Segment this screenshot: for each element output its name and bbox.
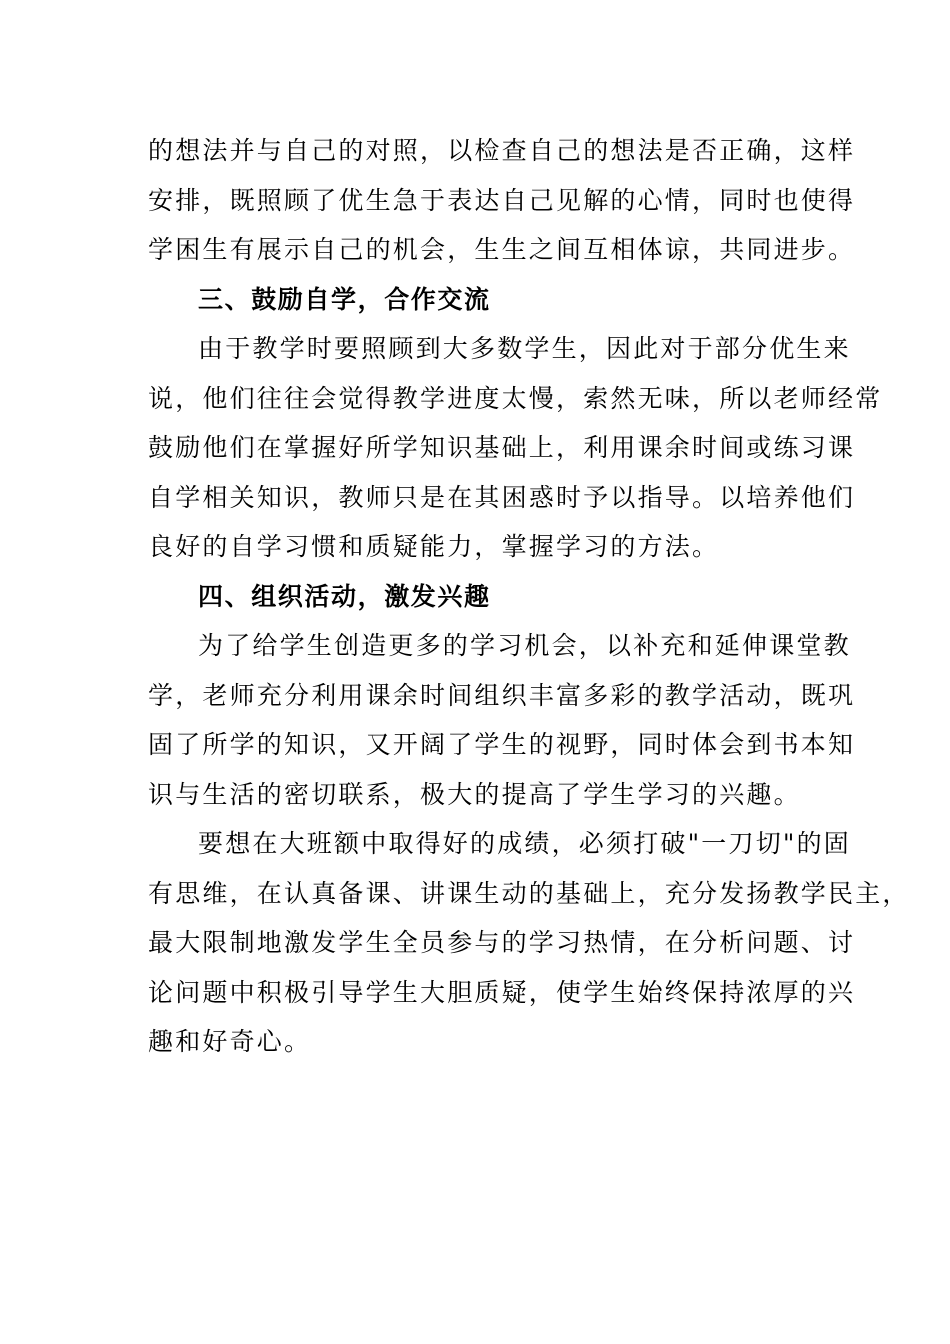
paragraph-line: 学困生有展示自己的机会，生生之间互相体谅，共同进步。 <box>148 235 856 264</box>
paragraph-line: 安排，既照顾了优生急于表达自己见解的心情，同时也使得 <box>148 185 856 215</box>
paragraph-line: 自学相关知识，教师只是在其困惑时予以指导。以培养他们 <box>148 482 856 512</box>
paragraph-line: 最大限制地激发学生全员参与的学习热情，在分析问题、讨 <box>148 928 856 957</box>
paragraph-line: 鼓励他们在掌握好所学知识基础上，利用课余时间或练习课 <box>148 433 856 462</box>
paragraph-line: 要想在大班额中取得好的成绩，必须打破"一刀切"的固 <box>198 829 852 858</box>
paragraph-line: 良好的自学习惯和质疑能力，掌握学习的方法。 <box>148 532 720 561</box>
paragraph-line: 论问题中积极引导学生大胆质疑，使学生始终保持浓厚的兴 <box>148 977 856 1007</box>
paragraph-line: 由于教学时要照顾到大多数学生，因此对于部分优生来 <box>198 334 851 363</box>
paragraph-line: 固了所学的知识，又开阔了学生的视野，同时体会到书本知 <box>148 730 856 759</box>
paragraph-line: 有思维，在认真备课、讲课生动的基础上，充分发扬教学民主， <box>148 878 910 908</box>
section-heading-3: 三、鼓励自学，合作交流 <box>198 284 491 314</box>
paragraph-line: 识与生活的密切联系，极大的提高了学生学习的兴趣。 <box>148 779 801 809</box>
paragraph-line: 为了给学生创造更多的学习机会，以补充和延伸课堂教 <box>198 631 851 660</box>
document-body <box>148 126 910 1067</box>
paragraph-line: 学，老师充分利用课余时间组织丰富多彩的教学活动，既巩 <box>148 680 856 710</box>
section-heading-4: 四、组织活动，激发兴趣 <box>198 581 491 611</box>
paragraph-line: 说，他们往往会觉得教学进度太慢，索然无味，所以老师经常 <box>148 383 883 413</box>
paragraph-line: 的想法并与自己的对照，以检查自己的想法是否正确，这样 <box>148 136 856 165</box>
paragraph-line: 趣和好奇心。 <box>148 1027 312 1056</box>
